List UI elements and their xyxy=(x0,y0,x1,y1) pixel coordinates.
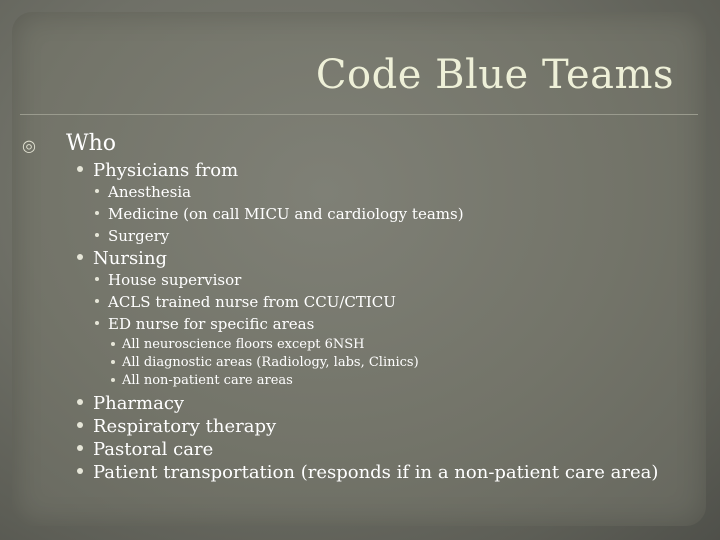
bullet-text: ED nurse for specific areas xyxy=(108,315,315,333)
bullet-dot-icon xyxy=(77,422,83,428)
list-item xyxy=(122,373,293,388)
target-bullet-icon: ◎ xyxy=(22,136,36,155)
bullet-dot-icon xyxy=(77,166,83,172)
bullet-text: House supervisor xyxy=(108,271,242,289)
bullet-physicians xyxy=(93,160,238,181)
list-item xyxy=(108,271,241,289)
bullet-respiratory-therapy xyxy=(93,416,276,437)
bullet-dot-icon xyxy=(111,378,115,382)
list-item xyxy=(108,183,191,201)
bullet-dot-icon xyxy=(95,233,99,237)
bullet-dot-icon xyxy=(95,211,99,215)
title-divider xyxy=(20,114,698,115)
bullet-dot-icon xyxy=(95,277,99,281)
bullet-dot-icon xyxy=(77,254,83,260)
bullet-dot-icon xyxy=(111,360,115,364)
bullet-text: Patient transportation (responds if in a non-patient care area) xyxy=(93,462,659,483)
list-item xyxy=(108,315,314,333)
bullet-pastoral-care xyxy=(93,439,213,460)
list-item xyxy=(108,227,169,245)
bullet-pharmacy xyxy=(93,393,184,414)
bullet-who: Who xyxy=(66,131,117,156)
bullet-text: Physicians from xyxy=(93,160,239,181)
list-item xyxy=(108,205,464,223)
bullet-text: Pastoral care xyxy=(93,439,214,460)
list-item xyxy=(108,293,396,311)
bullet-text: All neuroscience floors except 6NSH xyxy=(122,337,365,352)
bullet-text: Medicine (on call MICU and cardiology teams) xyxy=(108,205,464,223)
bullet-dot-icon xyxy=(111,342,115,346)
list-item xyxy=(122,355,419,370)
bullet-patient-transportation xyxy=(93,462,658,483)
slide-title: Code Blue Teams xyxy=(315,52,674,98)
bullet-text: All non-patient care areas xyxy=(122,373,293,388)
bullet-text: All diagnostic areas (Radiology, labs, Clinics) xyxy=(122,355,419,370)
bullet-dot-icon xyxy=(77,468,83,474)
bullet-dot-icon xyxy=(77,399,83,405)
bullet-dot-icon xyxy=(95,299,99,303)
bullet-text: ACLS trained nurse from CCU/CTICU xyxy=(108,293,396,311)
bullet-dot-icon xyxy=(95,321,99,325)
bullet-nursing xyxy=(93,248,167,269)
bullet-text: Anesthesia xyxy=(108,183,192,201)
bullet-dot-icon xyxy=(95,189,99,193)
bullet-text: Nursing xyxy=(93,248,168,269)
bullet-text: Surgery xyxy=(108,227,170,245)
bullet-text: Respiratory therapy xyxy=(93,416,277,437)
bullet-dot-icon xyxy=(77,445,83,451)
list-item xyxy=(122,337,365,352)
bullet-text: Pharmacy xyxy=(93,393,185,414)
